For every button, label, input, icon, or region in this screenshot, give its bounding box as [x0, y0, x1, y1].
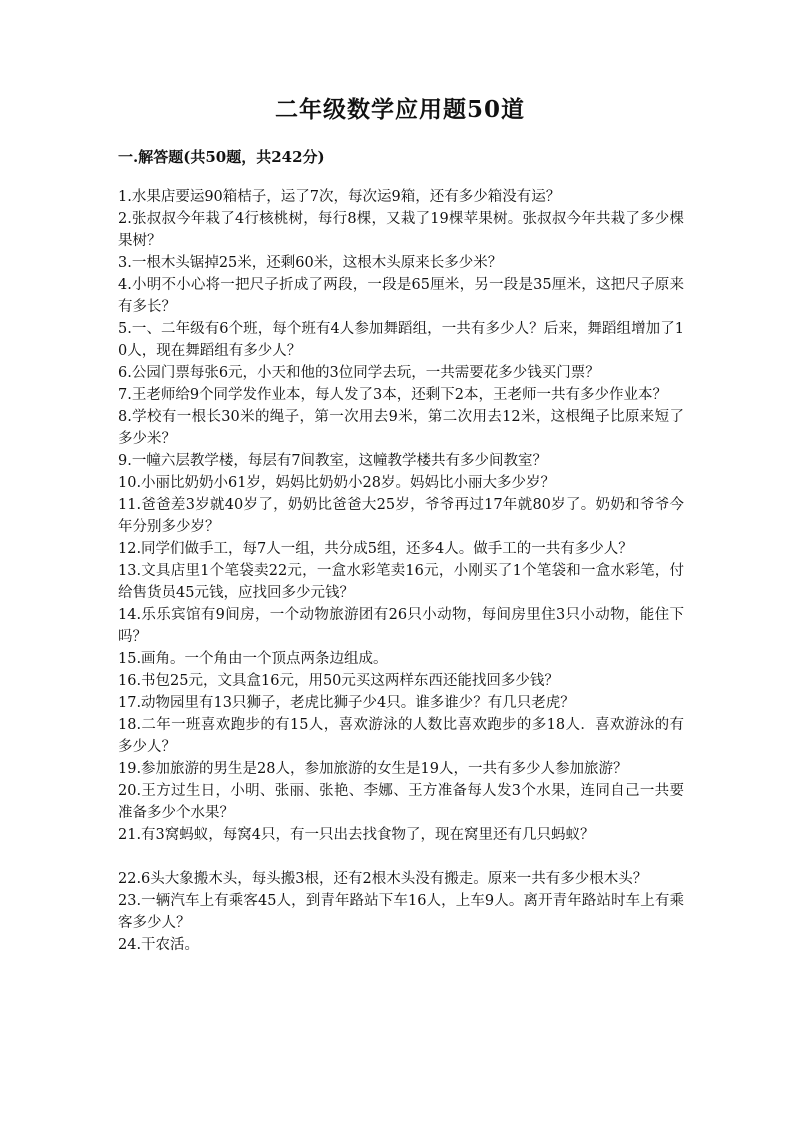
question-item: 18.二年一班喜欢跑步的有15人，喜欢游泳的人数比喜欢跑步的多18人．喜欢游泳的有多少人？ [118, 717, 684, 755]
question-item: 13.文具店里1个笔袋卖22元，一盒水彩笔卖16元，小刚买了1个笔袋和一盒水彩笔，付给售货员45元钱，应找回多少元钱？ [118, 563, 684, 601]
section-heading: 一.解答题(共50题，共242分) [118, 148, 325, 166]
question-item: 7.王老师给9个同学发作业本，每人发了3本，还剩下2本，王老师一共有多少作业本？ [118, 387, 668, 403]
question-item: 2.张叔叔今年栽了4行核桃树，每行8棵，又栽了19棵苹果树。张叔叔今年共栽了多少棵果树？ [118, 211, 684, 249]
question-item: 5.一、二年级有6个班，每个班有4人参加舞蹈组，一共有多少人？后来，舞蹈组增加了10人，现在舞蹈组有多少人？ [118, 321, 684, 359]
question-item: 9.一幢六层教学楼，每层有7间教室，这幢教学楼共有多少间教室？ [118, 453, 548, 469]
question-item: 15.画角。一个角由一个顶点两条边组成。 [118, 651, 388, 667]
question-item: 8.学校有一根长30米的绳子，第一次用去9米，第二次用去12米，这根绳子比原来短了多少米？ [118, 409, 684, 447]
question-list [118, 186, 684, 956]
question-item: 21.有3窝蚂蚁，每窝4只，有一只出去找食物了，现在窝里还有几只蚂蚁？ [118, 827, 595, 843]
question-item: 1.水果店要运90箱桔子，运了7次，每次运9箱，还有多少箱没有运？ [118, 189, 561, 205]
question-item: 12.同学们做手工，每7人一组，共分成5组，还多4人。做手工的一共有多少人？ [118, 541, 633, 557]
question-item: 19.参加旅游的男生是28人，参加旅游的女生是19人，一共有多少人参加旅游？ [118, 761, 628, 777]
question-item: 3.一根木头锯掉25米，还剩60米，这根木头原来长多少米？ [118, 255, 503, 271]
page-title: 二年级数学应用题50道 [274, 96, 525, 123]
question-item: 6.公园门票每张6元，小天和他的3位同学去玩，一共需要花多少钱买门票？ [118, 365, 600, 381]
question-item: 10.小丽比奶奶小61岁，妈妈比奶奶小28岁。妈妈比小丽大多少岁？ [118, 475, 555, 491]
question-item: 20.王方过生日，小明、张丽、张艳、李娜、王方准备每人发3个水果，连同自己一共要准备多少个水果？ [118, 783, 684, 821]
question-item: 22.6头大象搬木头，每头搬3根，还有2根木头没有搬走。原来一共有多少根木头？ [118, 871, 648, 887]
question-item: 4.小明不小心将一把尺子折成了两段，一段是65厘米，另一段是35厘米，这把尺子原来有多长？ [118, 277, 684, 315]
question-item: 14.乐乐宾馆有9间房，一个动物旅游团有26只小动物，每间房里住3只小动物，能住下吗？ [118, 607, 684, 645]
question-item: 24.干农活。 [118, 937, 200, 953]
question-item: 11.爸爸差3岁就40岁了，奶奶比爸爸大25岁，爷爷再过17年就80岁了。奶奶和爷爷今年分别多少岁？ [118, 497, 684, 535]
question-item: 17.动物园里有13只狮子，老虎比狮子少4只。谁多谁少？有几只老虎？ [118, 695, 575, 711]
question-item: 16.书包25元，文具盒16元，用50元买这两样东西还能找回多少钱？ [118, 673, 559, 689]
question-item: 23.一辆汽车上有乘客45人，到青年路站下车16人，上车9人。离开青年路站时车上有乘客多少人？ [118, 893, 684, 931]
